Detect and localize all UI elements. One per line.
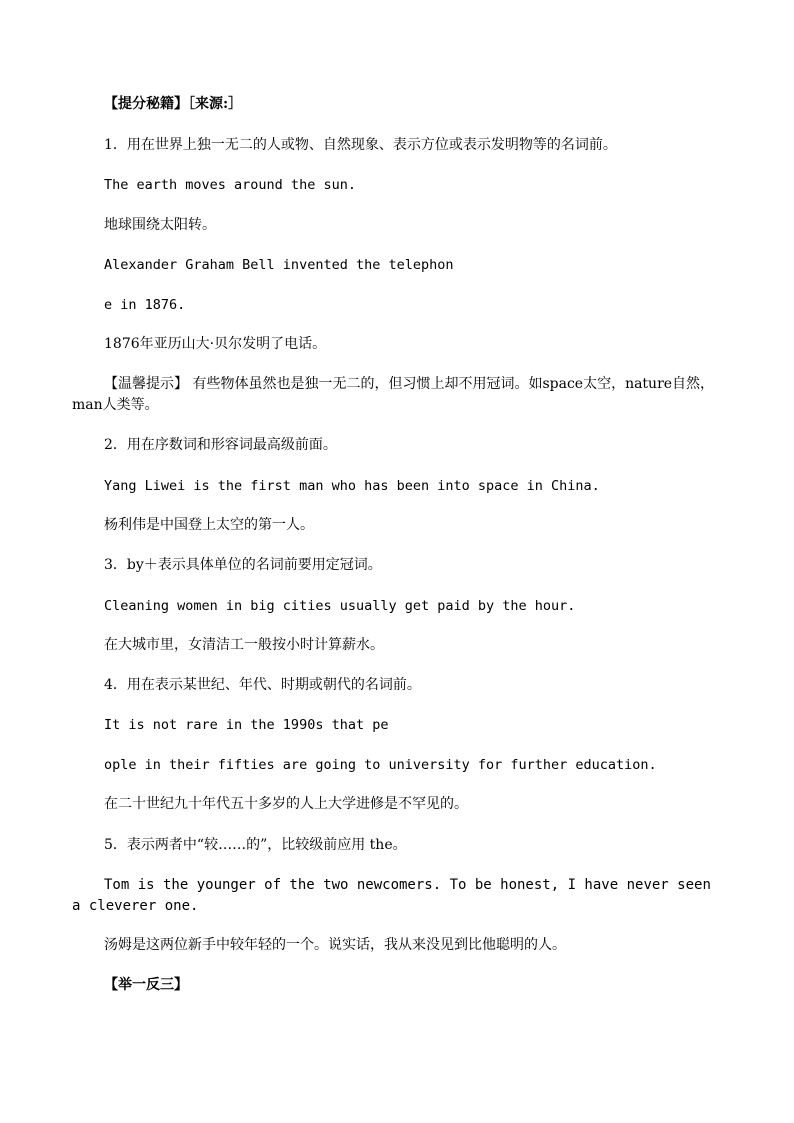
rule-4: 4．用在表示某世纪、年代、时期或朝代的名词前。 xyxy=(104,677,421,693)
example-1-chinese: 地球围绕太阳转。 xyxy=(104,217,216,233)
example-5-english-part1: It is not rare in the 1990s that pe xyxy=(104,717,389,733)
example-2-english-part1: Alexander Graham Bell invented the telephon xyxy=(104,257,454,273)
example-2-english-part2: e in 1876. xyxy=(104,297,186,313)
example-5-chinese: 在二十世纪九十年代五十多岁的人上大学进修是不罕见的。 xyxy=(104,796,468,812)
example-6-english: Tom is the younger of the two newcomers. To be honest, I have never seen a cleverer one. xyxy=(72,877,711,914)
example-2-chinese: 1876年亚历山大·贝尔发明了电话。 xyxy=(104,336,327,352)
example-4-english: Cleaning women in big cities usually get paid by the hour. xyxy=(104,598,576,614)
rule-2: 2．用在序数词和形容词最高级前面。 xyxy=(104,437,337,453)
heading-tips: 【提分秘籍】［来源:］ xyxy=(104,96,243,112)
warm-tip: 【温馨提示】 有些物体虽然也是独一无二的，但习惯上却不用冠词。如space太空，nature自然，man人类等。 xyxy=(72,376,715,413)
heading-practice: 【举一反三】 xyxy=(104,977,188,993)
example-6-chinese: 汤姆是这两位新手中较年轻的一个。说实话，我从来没见到比他聪明的人。 xyxy=(104,937,566,953)
example-1-english: The earth moves around the sun. xyxy=(104,177,356,193)
rule-3: 3．by＋表示具体单位的名词前要用定冠词。 xyxy=(104,557,382,573)
example-4-chinese: 在大城市里，女清洁工一般按小时计算薪水。 xyxy=(104,637,384,653)
example-5-english-part2: ople in their fifties are going to university for further education. xyxy=(104,757,657,773)
example-3-english: Yang Liwei is the first man who has been into space in China. xyxy=(104,478,600,494)
rule-1: 1．用在世界上独一无二的人或物、自然现象、表示方位或表示发明物等的名词前。 xyxy=(104,137,617,153)
example-3-chinese: 杨利伟是中国登上太空的第一人。 xyxy=(104,517,314,533)
rule-5: 5．表示两者中“较……的”，比较级前应用 the。 xyxy=(104,837,407,853)
